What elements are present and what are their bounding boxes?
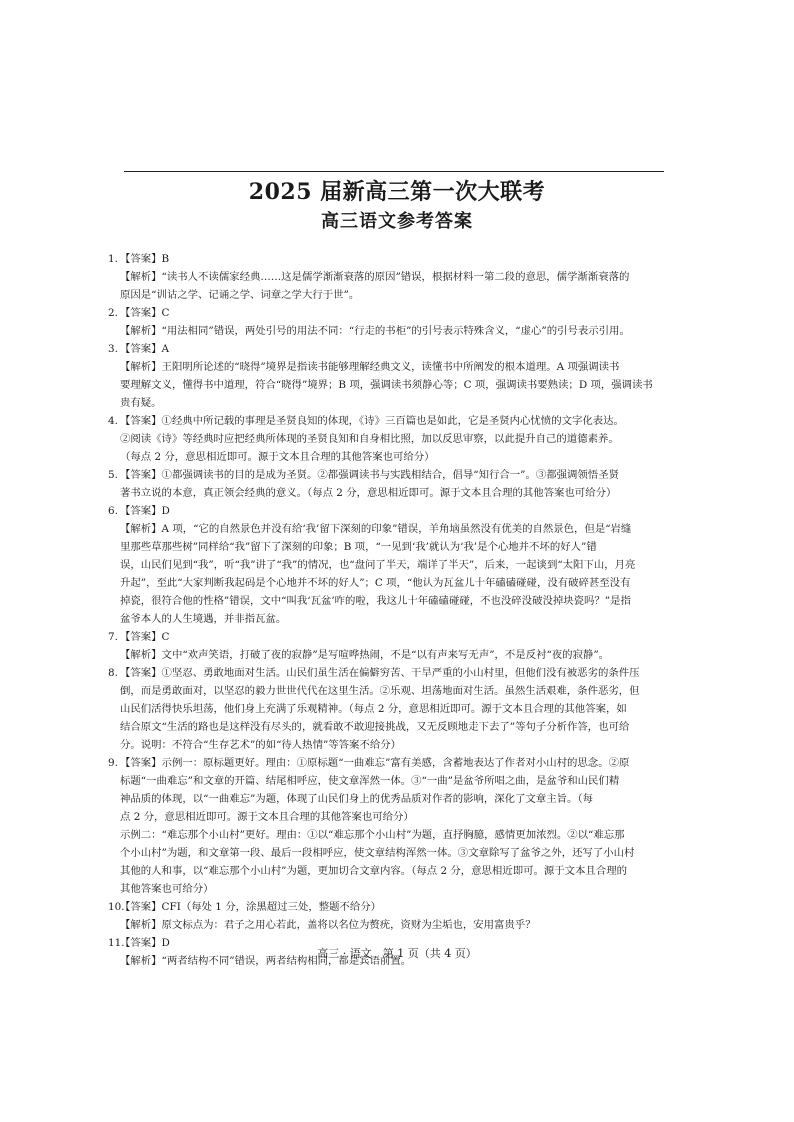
- answer-list: [110, 250, 676, 970]
- answer-item: [110, 628, 676, 664]
- answer-line: [110, 664, 676, 682]
- explanation-line: ②阅读《诗》等经典时应把经典所体现的圣贤良知和自身相比照，加以反思审察，以此提升自己的道德素养。: [120, 433, 619, 445]
- explanation-line: 点 2 分，意思相近即可。源于文本且合理的其他答案也可给分）: [120, 811, 414, 823]
- explanation-line: 【解析】“用法相同”错误，两处引号的用法不同：“行走的书柜”的引号表示特殊含义，“虚心”的引号表示引用。: [120, 325, 630, 337]
- explanation-line: 里那些草那些树”同样给“我”留下了深刻的印象；B 项，“一见到‘我’就认为‘我’是个心地并不坏的好人”错: [120, 541, 597, 553]
- answer-item: [110, 250, 676, 304]
- answer-line: [110, 628, 676, 646]
- answer-text: 【答案】CFI（每处 1 分，涂黑超过三处，整题不给分）: [120, 901, 382, 913]
- answer-item: [110, 304, 676, 340]
- answer-line: [110, 466, 676, 484]
- explanation-line: 其他答案也可给分）: [120, 883, 214, 895]
- explanation-line: 神品质的体现，以“一曲难忘”为题，体现了山民们身上的优秀品质对作者的影响，深化了文章主旨。（每: [120, 793, 593, 805]
- explanation-line: 【解析】A 项，“它的自然景色并没有给‘我’留下深刻的印象”错误，羊角垴虽然没有优美的自然景色，但是“岩缝: [120, 523, 632, 535]
- explanation-line: 【解析】文中“欢声笑语，打破了夜的寂静”是写喧哗热闹，不是“以有声来写无声”，不是反衬“夜的寂静”。: [120, 649, 610, 661]
- explanation-line: 误，山民们见到“我”，听“我”讲了“我”的情况，也“盘问了半天，端详了半天”，后来，一起谈到“太阳下山，月亮: [120, 559, 636, 571]
- explanation-line: 倒，而是勇敢面对，以坚忍的毅力世世代代在这里生活。②乐观、坦荡地面对生活。虽然生活艰难，条件恶劣，但: [120, 685, 640, 697]
- explanation-line: 【解析】原文标点为：君子之用心若此，盖将以名位为赘疣，资财为尘垢也，安用富贵乎？: [120, 919, 536, 931]
- answer-item: [110, 340, 676, 412]
- explanation-line: 【解析】“读书人不读儒家经典……这是儒学渐渐衰落的原因”错误，根据材料一第二段的意思，儒学渐渐衰落的: [120, 271, 630, 283]
- explanation-line: 掉瓷，很符合他的性格”错误，文中“叫我‘瓦盆’咋的啦，我这儿十年磕磕碰碰，不也没碎没破没掉块瓷吗？”是指: [120, 595, 631, 607]
- explanation-line: 山民们活得快乐坦荡，他们身上充满了乐观精神。（每点 2 分，意思相近即可。源于文本且合理的其他答案，如: [120, 703, 627, 715]
- answer-text: 【答案】①坚忍、勇敢地面对生活。山民们虽生活在偏僻穷苦、干旱严重的小山村里，但他们没有被恶劣的条件压: [120, 667, 640, 679]
- explanation-line: 著书立说的本意，真正领会经典的意义。（每点 2 分，意思相近即可。源于文本且合理的其他答案也可给分）: [120, 487, 617, 499]
- answer-text: 【答案】C: [120, 307, 170, 319]
- answer-text: 【答案】①都强调读书的目的是成为圣贤。②都强调读书与实践相结合，倡导“知行合一”。③都强调领悟圣贤: [120, 469, 619, 481]
- explanation-line: 个小山村”为题，和文章第一段、最后一段相呼应，使文章结构浑然一体。③文章除写了盆爷之外，还写了小山村: [120, 847, 635, 859]
- explanation-line: 贵有疑。: [120, 397, 162, 409]
- answer-line: [110, 250, 676, 268]
- answer-line: [110, 754, 676, 772]
- explanation-line: 原因是“训诂之学、记诵之学、词章之学大行于世”。: [120, 289, 360, 301]
- answer-line: [110, 412, 676, 430]
- explanation-line: 【解析】王阳明所论述的“晓得”境界是指读书能够理解经典文义，读懂书中所阐发的根本道理。A 项强调读书: [120, 361, 620, 373]
- explanation-line: 其他的人和事，以“难忘那个小山村”为题，更加切合文章内容。（每点 2 分，意思相近即可。源于文本且合理的: [120, 865, 627, 877]
- top-rule: [124, 171, 664, 172]
- question-number: 10.: [108, 901, 125, 913]
- answer-item: [110, 664, 676, 754]
- answer-text: 【答案】B: [120, 253, 170, 265]
- explanation-line: 结合原文“生活的路也是这样没有尽头的，就看敢不敢迎接挑战，又无反顾地走下去了”等句子分析作答，也可给: [120, 721, 630, 733]
- page-footer: 高三 · 语文 第 1 页（共 4 页）: [317, 947, 477, 960]
- answer-item: [110, 898, 676, 934]
- explanation-line: 【解析】“两者结构不同”错误，两者结构相同，都是宾语前置。: [120, 955, 412, 967]
- answer-item: [110, 466, 676, 502]
- question-number: 11.: [108, 937, 125, 949]
- answer-item: [110, 754, 676, 898]
- page-title: 2025 届新高三第一次大联考: [248, 179, 546, 205]
- explanation-line: 盆爷本人的人生境遇，并非指瓦盆。: [120, 613, 287, 625]
- question-number: 7.: [108, 631, 118, 643]
- answer-line: [110, 340, 676, 358]
- question-number: 4.: [108, 415, 118, 427]
- question-number: 6.: [108, 505, 118, 517]
- explanation-line: （每点 2 分，意思相近即可。源于文本且合理的其他答案也可给分）: [120, 451, 435, 463]
- answer-text: 【答案】D: [120, 505, 170, 517]
- answer-text: 【答案】D: [120, 937, 170, 949]
- explanation-line: 要理解文义，懂得书中道理，符合“晓得”境界；B 项，强调读书须静心等；C 项，强调读书要熟读；D 项，强调读书: [120, 379, 653, 391]
- question-number: 1.: [108, 253, 118, 265]
- explanation-line: 分。说明：不符合“生存艺术”的如“待人热情”等答案不给分）: [120, 739, 402, 751]
- answer-line: [110, 502, 676, 520]
- page-subtitle: 高三语文参考答案: [321, 211, 473, 232]
- answer-text: 【答案】C: [120, 631, 170, 643]
- question-number: 9.: [108, 757, 118, 769]
- explanation-line: 升起”，至此“大家判断我起码是个心地并不坏的好人”；C 项，“他认为瓦盆儿十年磕磕碰碰，没有破碎甚至没有: [120, 577, 631, 589]
- question-number: 5.: [108, 469, 118, 481]
- answer-line: [110, 898, 676, 916]
- answer-text: 【答案】A: [120, 343, 170, 355]
- question-number: 8.: [108, 667, 118, 679]
- answer-text: 【答案】示例一：原标题更好。理由：①原标题“一曲难忘”富有美感，含蓄地表达了作者对小山村的思念。②原: [120, 757, 630, 769]
- explanation-line: 标题“一曲难忘”和文章的开篇、结尾相呼应，使文章浑然一体。③“一曲”是盆爷所唱之曲，是盆爷和山民们精: [120, 775, 620, 787]
- explanation-line: 示例二：“难忘那个小山村”更好。理由：①以“难忘那个小山村”为题，直抒胸臆，感情更加浓烈。②以“难忘那: [120, 829, 625, 841]
- answer-text: 【答案】①经典中所记载的事理是圣贤良知的体现，《诗》三百篇也是如此，它是圣贤内心忧愤的文字化表达。: [120, 415, 624, 427]
- question-number: 3.: [108, 343, 118, 355]
- answer-item: [110, 412, 676, 466]
- answer-item: [110, 502, 676, 628]
- answer-line: [110, 304, 676, 322]
- question-number: 2.: [108, 307, 118, 319]
